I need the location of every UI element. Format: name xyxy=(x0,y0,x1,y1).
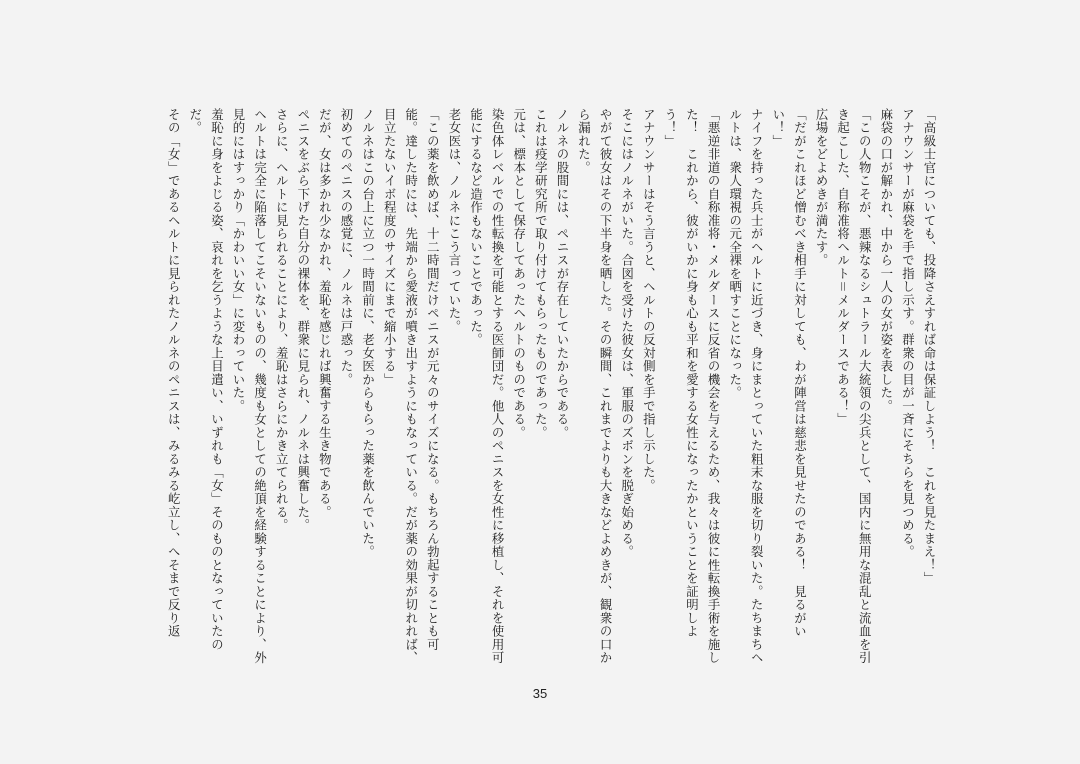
paragraph: そこにはノルネがいた。合図を受けた彼女は、軍服のズボンを脱ぎ始める。 xyxy=(619,108,635,559)
paragraph: 「高級士官についても、投降さえすれば命は保証しよう！ これを見たまえ！」 xyxy=(922,108,937,585)
paragraph: その「女」であるヘルトに見られたノルネのペニスは、みるみる屹立し、へそまで反り返 xyxy=(166,108,182,638)
paragraph: 羞恥に身をよじる姿、哀れを乞うような上目遣い、いずれも「女」そのものとなっていたのだ。 xyxy=(187,108,225,652)
paragraph: アナウンサーが麻袋を手で指し示す。群衆の目が一斉にそちらを見つめる。 xyxy=(900,108,916,559)
page-number: 35 xyxy=(532,686,548,701)
paragraph: ノルネの股間には、ペニスが存在していたからである。 xyxy=(554,108,570,440)
paragraph: 初めてのペニスの感覚に、ノルネは戸惑った。 xyxy=(338,108,354,387)
paragraph: だが、女は多かれ少なかれ、羞恥を感じれば興奮する生き物である。 xyxy=(317,108,333,519)
paragraph: やがて彼女はその下半身を晒した。その瞬間、これまでよりも大きなどよめきが、観衆の口から漏れた。 xyxy=(576,108,614,665)
paragraph: ヘルトは完全に陥落してこそいないものの、幾度も女としての絶頂を経験することにより、外見的にはすっかり「かわいい女」に変わっていた。 xyxy=(231,108,268,665)
paragraph: 「悪逆非道の自称准将・メルダースに反省の機会を与えるため、我々は彼に性転換手術を施した！ これから、彼がいかに身も心も平和を愛する女性になったかということを証明しよう！」 xyxy=(662,108,722,665)
paragraph: ナイフを持った兵士がヘルトに近づき、身にまとっていた粗末な服を切り裂いた。たちまちヘルトは、衆人環視の元全裸を晒すことになった。 xyxy=(727,108,765,665)
paragraph: 麻袋の口が解かれ、中から一人の女が姿を表した。 xyxy=(878,108,894,413)
paragraph: 染色体レベルでの性転換を可能とする医師団だ。他人のペニスを女性に移植し、それを使用可能にするなど造作もないことであった。 xyxy=(468,108,506,665)
paragraph: 広場をどよめきが満たす。 xyxy=(814,108,830,267)
paragraph: ノルネはこの台上に立つ一時間前に、老女医からもらった薬を飲んでいた。 xyxy=(360,108,376,559)
vertical-text-body xyxy=(120,108,940,668)
paragraph: さらに、ヘルトに見られることにより、羞恥はさらにかき立てられる。 xyxy=(274,108,290,532)
paragraph: 「だがこれほど憎むべき相手に対しても、わが陣営は慈悲を見せたのである！ 見るがいい！」 xyxy=(770,108,808,638)
paragraph: 「この人物こそが、悪辣なるシュトラール大統領の尖兵として、国内に無用な混乱と流血を引き起こした、自称准将ヘルト＝メルダースである！」 xyxy=(835,108,873,665)
paragraph: 老女医は、ノルネにこう言っていた。 xyxy=(446,108,462,334)
paragraph: ペニスをぶら下げた自分の裸体を、群衆に見られ、ノルネは興奮した。 xyxy=(295,108,311,532)
paragraph: これは疫学研究所で取り付けてもらったものであった。 xyxy=(533,108,549,440)
paragraph: 元は、標本として保存してあったヘルトのものである。 xyxy=(511,108,527,440)
paragraph: アナウンサーはそう言うと、ヘルトの反対側を手で指し示した。 xyxy=(641,108,657,493)
paragraph: 「この薬を飲めば、十二時間だけペニスが元々のサイズになる。もちろん勃起することも可能。達した時には、先端から愛液が噴き出すようにもなっている。だが薬の効果が切れれば、目立たないイボ程度のサイズにまで縮小する」 xyxy=(382,108,441,665)
